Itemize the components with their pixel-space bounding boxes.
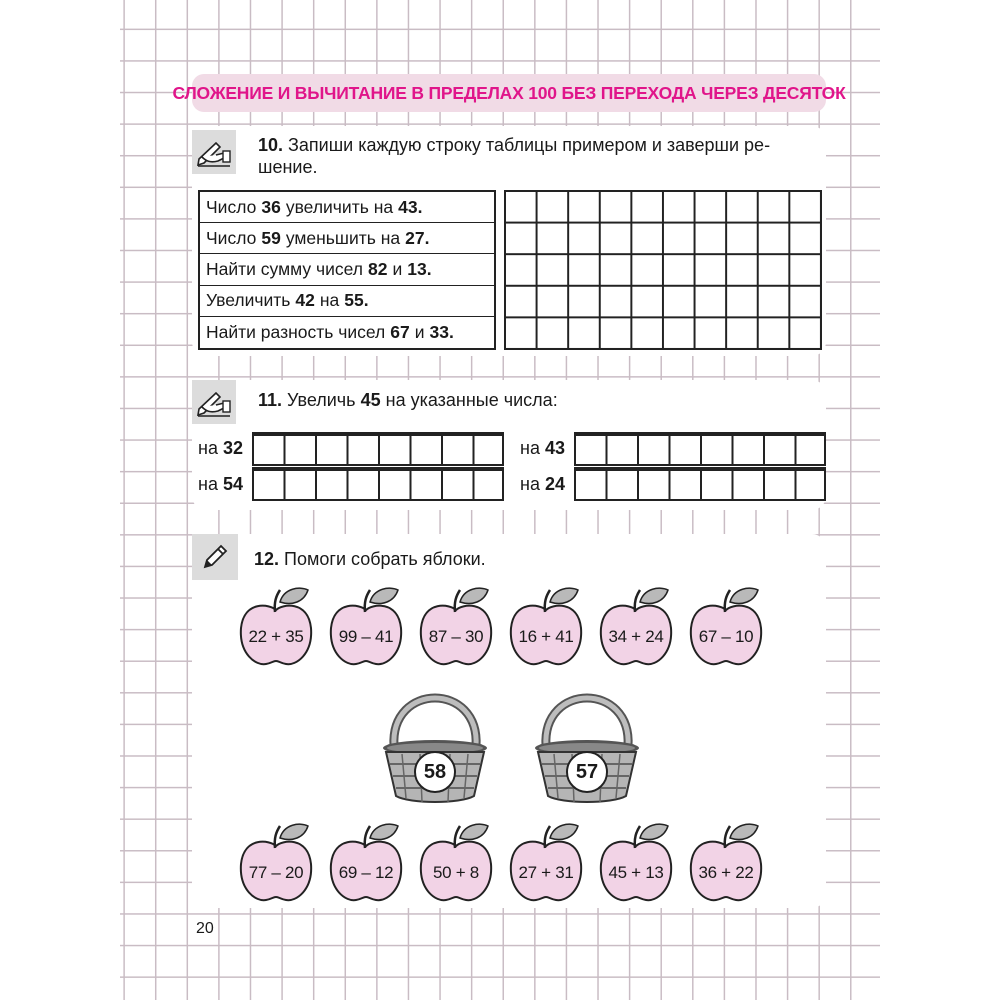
apple-card[interactable] <box>686 820 766 908</box>
task-11-label-4: на 24 <box>520 474 565 494</box>
left-margin <box>0 0 120 1000</box>
answer-cells[interactable] <box>574 432 826 466</box>
apple-expression: 69 – 12 <box>338 863 394 882</box>
section-title: СЛОЖЕНИЕ И ВЫЧИТАНИЕ В ПРЕДЕЛАХ 100 БЕЗ ПЕРЕХОДА ЧЕРЕЗ ДЕСЯТОК <box>172 82 846 103</box>
apple-card[interactable] <box>416 820 496 908</box>
apple-expression: 99 – 41 <box>338 627 394 646</box>
apple-expression: 22 + 35 <box>248 627 304 646</box>
apple-card[interactable] <box>236 820 316 908</box>
task-12-number: 12. <box>254 549 280 569</box>
task-10-number: 10. <box>258 135 284 155</box>
section-title-bar <box>172 74 846 112</box>
answer-cells[interactable] <box>252 432 504 466</box>
answer-cells[interactable] <box>252 467 504 501</box>
apple-card[interactable] <box>326 584 406 672</box>
basket[interactable] <box>532 672 642 806</box>
basket[interactable] <box>380 672 490 806</box>
basket-number: 57 <box>575 760 599 783</box>
right-margin <box>880 0 1000 1000</box>
apple-card[interactable] <box>416 584 496 672</box>
basket-number: 58 <box>423 760 447 783</box>
task-11-number: 11. <box>258 390 283 410</box>
apple-card[interactable] <box>596 584 676 672</box>
table-row: Число 59 уменьшить на 27 . <box>200 223 494 254</box>
hand-writing-icon <box>192 380 236 424</box>
hand-writing-icon <box>192 130 236 174</box>
apple-card[interactable] <box>596 820 676 908</box>
table-row: Увеличить 42 на 55 . <box>200 286 494 317</box>
table-row: Найти разность чисел 67 и 33 . <box>206 321 454 342</box>
apple-expression: 16 + 41 <box>518 627 574 646</box>
task-12-instructions: 12. Помоги собрать яблоки. <box>254 549 486 569</box>
table-row: Число 36 увеличить на 43 . <box>200 192 494 223</box>
apple-expression: 87 – 30 <box>428 627 484 646</box>
apple-card[interactable] <box>506 820 586 908</box>
task-10-table <box>198 190 496 350</box>
task-10-answer-grid[interactable] <box>504 190 822 350</box>
task-10-text-line1: Запиши каждую строку таблицы примером и заверши ре- <box>288 135 771 155</box>
task-10-instructions <box>258 134 828 178</box>
apple-expression: 67 – 10 <box>698 627 754 646</box>
apple-expression: 45 + 13 <box>608 863 664 882</box>
apple-expression: 34 + 24 <box>608 627 664 646</box>
table-row: Найти сумму чисел 82 и 13 . <box>200 254 494 285</box>
apple-expression: 50 + 8 <box>433 863 479 882</box>
task-11-label-2: на 54 <box>198 474 243 494</box>
pencil-icon <box>192 534 238 580</box>
task-11-instructions: 11. Увеличь 45 на указанные числа: <box>258 390 558 410</box>
apple-card[interactable] <box>326 820 406 908</box>
task-11-label-1: на 32 <box>198 438 243 458</box>
apple-card[interactable] <box>236 584 316 672</box>
apple-card[interactable] <box>686 584 766 672</box>
apple-expression: 27 + 31 <box>518 863 574 882</box>
answer-cells[interactable] <box>574 467 826 501</box>
task-10-text-line2: шение. <box>258 157 318 177</box>
page-number: 20 <box>196 920 214 937</box>
apple-expression: 77 – 20 <box>248 863 304 882</box>
task-11-label-3: на 43 <box>520 438 565 458</box>
apple-expression: 36 + 22 <box>698 863 754 882</box>
apple-card[interactable] <box>506 584 586 672</box>
